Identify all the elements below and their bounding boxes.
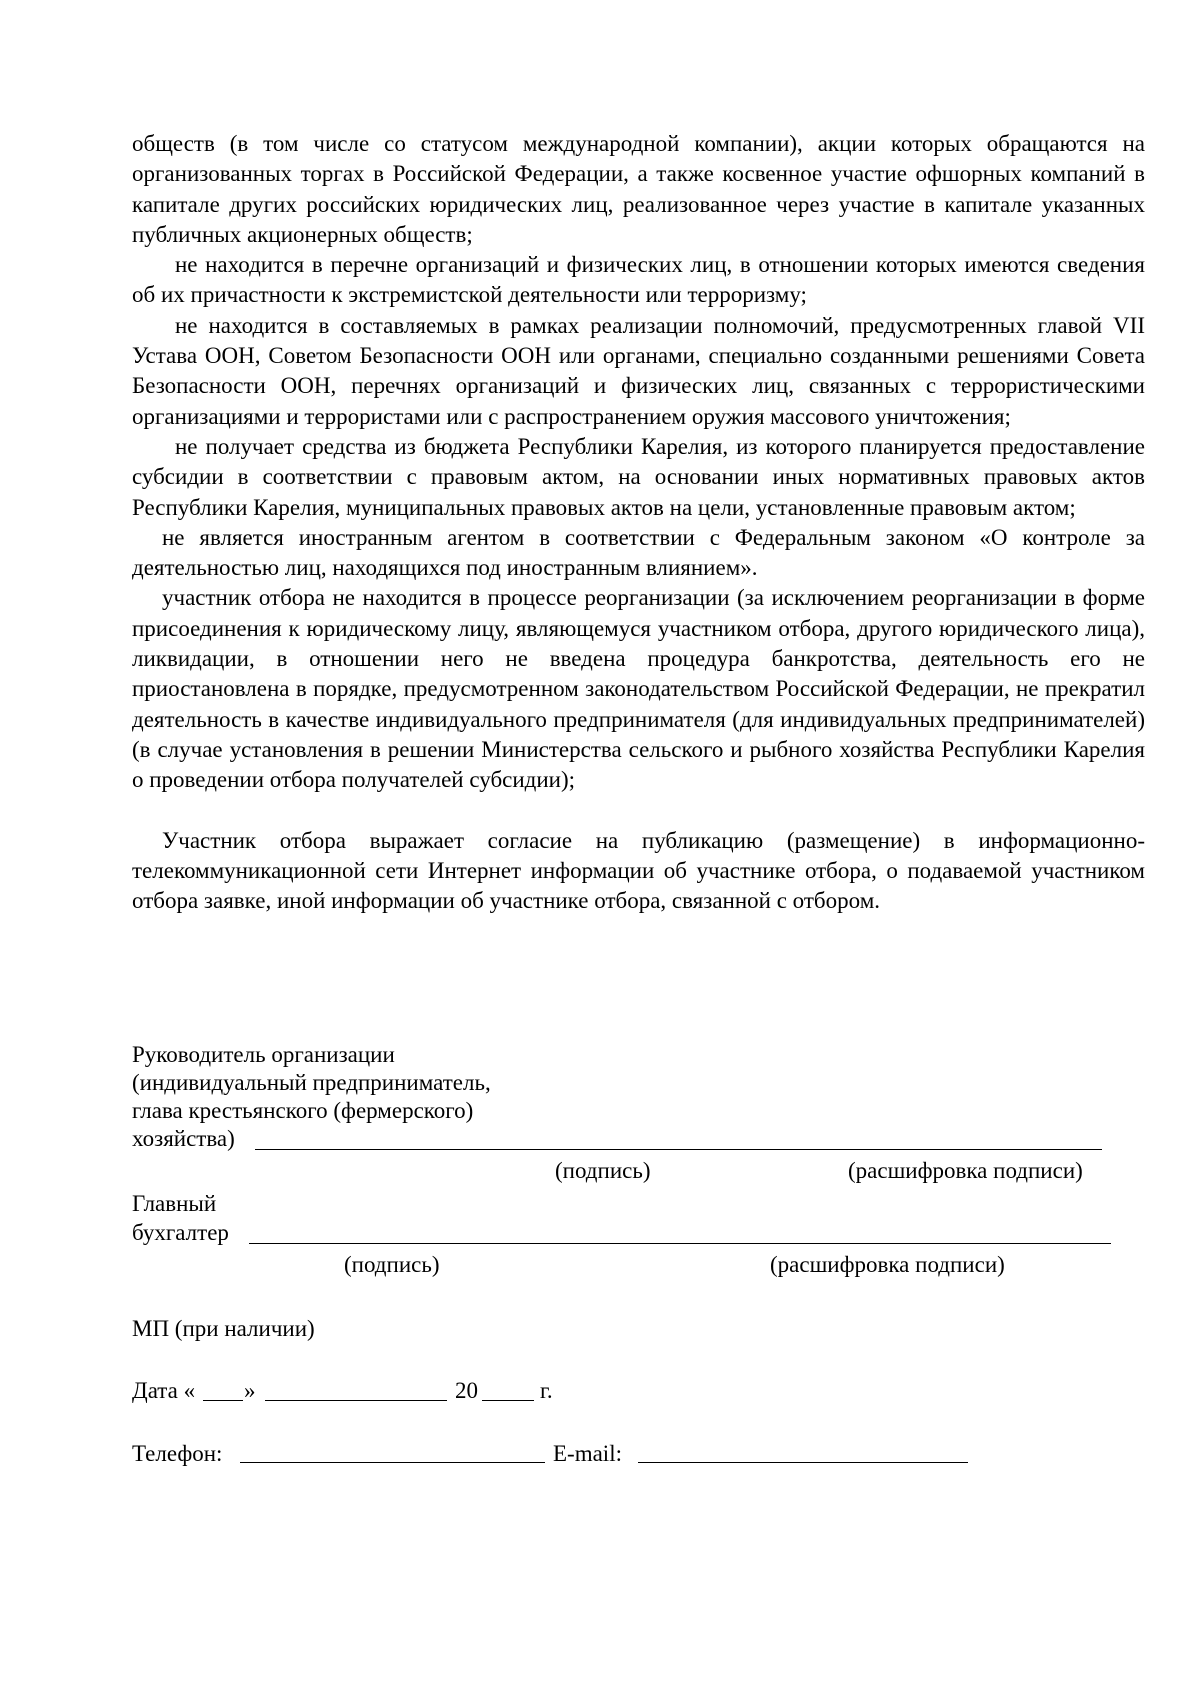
head-signature-line[interactable] xyxy=(255,1149,1102,1150)
date-year-prefix: 20 xyxy=(455,1378,478,1403)
head-decode-caption: (расшифровка подписи) xyxy=(848,1158,1083,1183)
phone-label: Телефон: xyxy=(132,1441,223,1466)
date-year-suffix: г. xyxy=(540,1378,553,1403)
phone-field-line[interactable] xyxy=(240,1462,545,1463)
accountant-label-line-2: бухгалтер xyxy=(132,1220,229,1245)
document-body xyxy=(132,129,1145,916)
accountant-decode-caption: (расшифровка подписи) xyxy=(770,1252,1005,1277)
email-field-line[interactable] xyxy=(638,1462,968,1463)
head-label-line-4: хозяйства) xyxy=(132,1126,235,1151)
date-month-blank[interactable] xyxy=(265,1400,447,1401)
date-quote-close: » xyxy=(244,1378,256,1403)
paragraph-extremism: не находится в перечне организаций и физических лиц, в отношении которых имеются сведения об их причастности к экстремистской деятельности или терроризму; xyxy=(132,252,1145,308)
date-year-blank[interactable] xyxy=(482,1400,534,1401)
head-sign-caption: (подпись) xyxy=(555,1158,651,1183)
paragraph-budget: не получает средства из бюджета Республики Карелия, из которого планируется предоставление субсидии в соответствии с правовым актом, на основании иных нормативных правовых актов Республики Карелия, муниципальных правовых актов на цели, установленные правовым актом; xyxy=(132,433,1145,520)
date-day-blank[interactable] xyxy=(203,1400,243,1401)
stamp-label: МП (при наличии) xyxy=(132,1316,315,1341)
accountant-signature-line[interactable] xyxy=(249,1243,1111,1244)
paragraph-shareholders: обществ (в том числе со статусом международной компании), акции которых обращаются на организованных торгах в Российской Федерации, а также косвенное участие офшорных компаний в капитале других российских юридических лиц, реализованное через участие в капитале указанных публичных акционерных обществ; xyxy=(132,131,1145,247)
head-label-line-2: (индивидуальный предприниматель, xyxy=(132,1070,491,1095)
paragraph-un-lists: не находится в составляемых в рамках реализации полномочий, предусмотренных главой VII Устава ООН, Советом Безопасности ООН или органами, специально созданными решениями Совета Безопасности ООН, перечнях организаций и физических лиц, связанных с террористическими организациями и террористами или с распространением оружия массового уничтожения; xyxy=(132,312,1145,429)
head-label-line-3: глава крестьянского (фермерского) xyxy=(132,1098,474,1123)
accountant-label-line-1: Главный xyxy=(132,1191,217,1216)
accountant-sign-caption: (подпись) xyxy=(344,1252,440,1277)
email-label: E-mail: xyxy=(553,1441,622,1466)
head-label-line-1: Руководитель организации xyxy=(132,1042,395,1067)
paragraph-gap xyxy=(132,796,1145,826)
paragraph-consent: Участник отбора выражает согласие на публикацию (размещение) в информационно-телекоммуникационной сети Интернет информации об участнике отбора, о подаваемой участником отбора заявке, иной информации об участнике отбора, связанной с отбором. xyxy=(132,827,1145,914)
paragraph-foreign-agent: не является иностранным агентом в соответствии с Федеральным законом «О контроле за деятельностью лиц, находящихся под иностранным влиянием». xyxy=(132,524,1145,581)
date-prefix: Дата « xyxy=(132,1378,196,1403)
paragraph-reorganization: участник отбора не находится в процессе реорганизации (за исключением реорганизации в форме присоединения к юридическому лицу, являющемуся участником отбора, другого юридического лица), ликвидации, в отношении него не введена процедура банкротства, деятельность его не приостановлена в порядке, предусмотренном законодательством Российской Федерации, не прекратил деятельность в качестве индивидуального предпринимателя (для индивидуальных предпринимателей) (в случае установления в решении Министерства сельского и рыбного хозяйства Республики Карелия о проведении отбора получателей субсидии); xyxy=(132,585,1145,793)
